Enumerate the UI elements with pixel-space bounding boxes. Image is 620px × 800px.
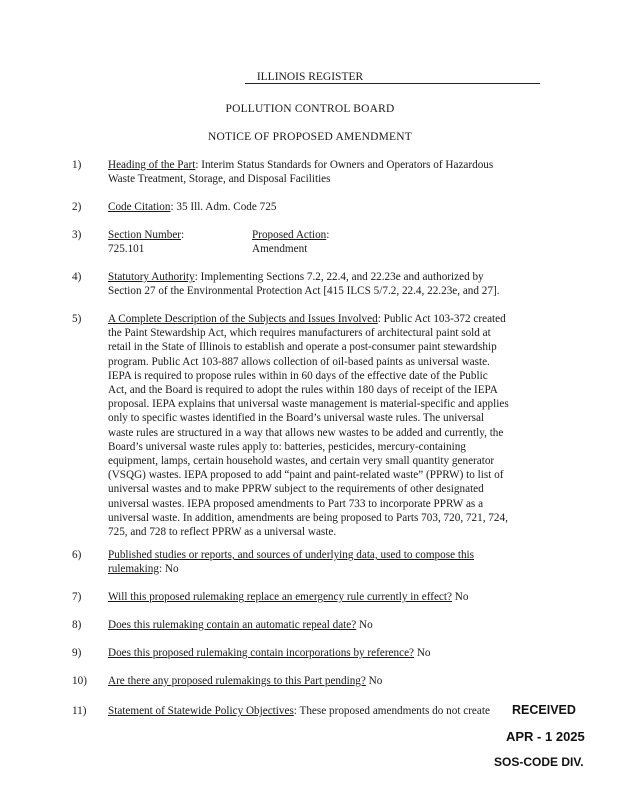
description-line: program. Public Act 103-887 allows collection of oil-based paints as universal waste. (108, 355, 490, 368)
description-line: universal wastes and to make PPRW subject to the requirements of other designated (108, 483, 484, 496)
item-number: 5) (72, 313, 82, 325)
description-line: (VSQG) wastes. IEPA proposed to add “paint and paint-related waste” (PPRW) to list of (108, 469, 504, 482)
description-line: waste rules are structured in a way that allows new wastes to be added and currently, the (108, 426, 504, 439)
proposed-action-label: Proposed Action (252, 229, 327, 241)
item-label: A Complete Description of the Subjects and Issues Involved (108, 313, 378, 325)
item-label: Are there any proposed rulemakings to this Part pending? (108, 675, 366, 687)
item-label: Does this rulemaking contain an automatic repeal date? (108, 619, 357, 631)
item-text: No (365, 675, 383, 687)
description-line: only to specific wastes identified in the Board’s universal waste rules. The universal (108, 412, 485, 425)
item-text: No (356, 619, 373, 631)
item-number: 6) (72, 549, 82, 561)
item-number: 10) (72, 675, 87, 687)
item-number: 4) (72, 271, 82, 283)
received-stamp: RECEIVED (512, 703, 576, 717)
item-number: 11) (72, 705, 87, 717)
item-label: Will this proposed rulemaking replace an emergency rule currently in effect? (108, 591, 452, 603)
item-text: : These proposed amendments do not create (293, 705, 490, 717)
description-line: Board’s universal waste rules apply to: batteries, pesticides, mercury-containing (108, 440, 466, 453)
item-text: : Implementing Sections 7.2, 22.4, and 22.23e and authorized by (194, 271, 484, 283)
description-line: retail in the State of Illinois to establish and operate a post-consumer paint stewardship (108, 341, 497, 354)
description-line: IEPA is required to propose rules within in 60 days of the effective date of the Public (108, 369, 488, 382)
item-label: Statement of Statewide Policy Objectives (108, 705, 294, 717)
proposed-action-suffix: : (326, 229, 330, 241)
item-text: : Interim Status Standards for Owners and Operators of Hazardous (195, 159, 494, 171)
proposed-action-value: Amendment (252, 243, 308, 256)
item-label: Heading of the Part (108, 159, 196, 171)
division-stamp: SOS-CODE DIV. (494, 755, 584, 769)
item-text: No (414, 647, 431, 659)
description-line: proposal. IEPA explains that universal waste management is material-specific and applies (108, 398, 509, 411)
item-number: 7) (72, 591, 82, 603)
item-text: No (451, 591, 469, 603)
item-text: : Public Act 103-372 created (377, 313, 506, 325)
item-number: 9) (72, 647, 82, 659)
description-line: 725, and 728 to reflect PPRW as a universal waste. (108, 526, 337, 539)
item-label: Published studies or reports, and sources of underlying data, used to compose this (108, 549, 475, 561)
board-name: POLLUTION CONTROL BOARD (225, 103, 395, 115)
register-header: ILLINOIS REGISTER (256, 71, 364, 83)
section-value: 725.101 (108, 243, 145, 256)
item-number: 2) (72, 201, 82, 213)
description-line: equipment, lamps, certain household wastes, and certain very small quantity generator (108, 455, 495, 468)
description-line: Act, and the Board is required to adopt the rules within 180 days of receipt of the IEPA (108, 384, 498, 397)
item-number: 8) (72, 619, 82, 631)
description-line: universal waste. In addition, amendments are being proposed to Parts 703, 720, 721, 724, (108, 511, 508, 524)
item-label: Statutory Authority (108, 271, 195, 283)
item-number: 3) (72, 229, 82, 241)
item-text: : 35 Ill. Adm. Code 725 (170, 201, 277, 213)
item-label: Does this proposed rulemaking contain incorporations by reference? (108, 647, 415, 659)
item-label: Section Number (108, 229, 182, 241)
item-label-line2: rulemaking (108, 563, 159, 576)
received-date-stamp: APR - 1 2025 (506, 729, 585, 744)
item-text-line2: Waste Treatment, Storage, and Disposal Facilities (108, 173, 331, 186)
item-text-line2: Section 27 of the Environmental Protection Act [415 ILCS 5/7.2, 22.4, 22.23e, and 27]. (108, 285, 500, 298)
item-label: Code Citation (108, 201, 171, 213)
item-number: 1) (72, 159, 82, 171)
description-line: universal wastes. IEPA proposed amendments to Part 733 to incorporate PPRW as a (108, 497, 484, 510)
item-text: : (181, 229, 185, 241)
description-line: the Paint Stewardship Act, which requires manufacturers of architectural paint sold at (108, 327, 491, 340)
notice-title: NOTICE OF PROPOSED AMENDMENT (208, 131, 412, 143)
header-rule (245, 83, 540, 84)
item-text-line2: : No (158, 563, 179, 576)
